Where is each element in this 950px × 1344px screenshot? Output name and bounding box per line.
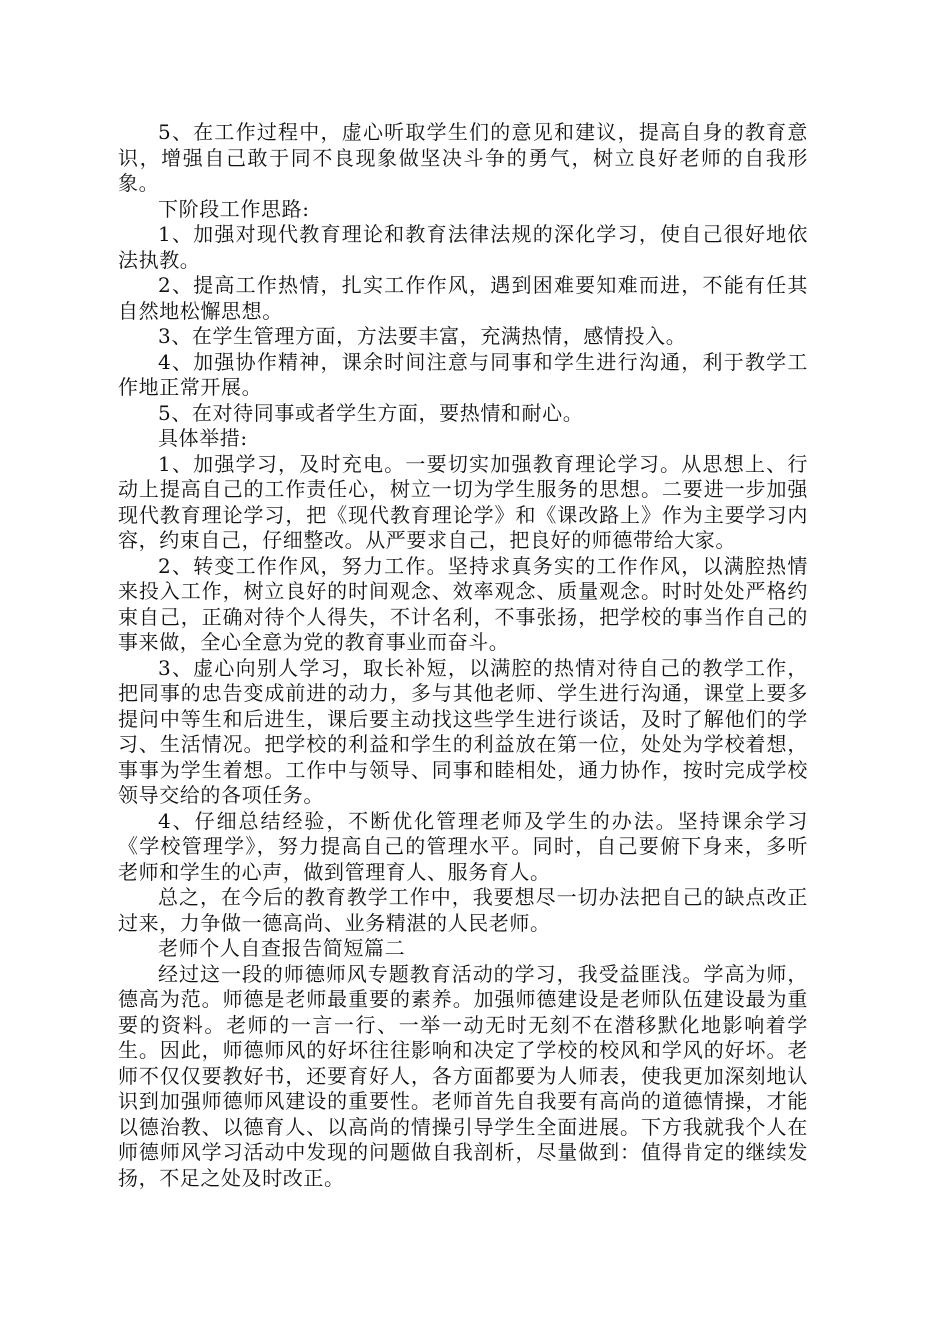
section-heading: 下阶段工作思路:	[158, 196, 310, 221]
paragraph: 4、加强协作精神，课余时间注意与同事和学生进行沟通，利于教学工作地正常开展。	[118, 349, 808, 399]
section-heading: 老师个人自查报告简短篇二	[158, 936, 406, 960]
paragraph: 5、在工作过程中，虚心听取学生们的意见和建议，提高自身的教育意识，增强自己敢于同不良现象做坚决斗争的勇气，树立良好老师的自我形象。	[118, 120, 808, 195]
paragraph: 2、转变工作作风，努力工作。坚持求真务实的工作作风，以满腔热情来投入工作，树立良好的时间观念、效率观念、质量观念。时时处处严格约束自己，正确对待个人得失，不计名利，不事张扬，把学校的事当作自己的事来做，全心全意为党的教育事业而奋斗。	[118, 553, 808, 654]
paragraph: 2、提高工作热情，扎实工作作风，遇到困难要知难而进，不能有任其自然地松懈思想。	[118, 273, 808, 323]
paragraph: 经过这一段的师德师风专题教育活动的学习，我受益匪浅。学高为师，德高为范。师德是老师最重要的素养。加强师德建设是老师队伍建设最为重要的资料。老师的一言一行、一举一动无时无刻不在潜移默化地影响着学生。因此，师德师风的好坏往往影响和决定了学校的校风和学风的好坏。老师不仅仅要教好书，还要育好人，各方面都要为人师表，使我更加深刻地认识到加强师德师风建设的重要性。老师首先自我要有高尚的道德情操，才能以德治教、以德育人、以高尚的情操引导学生全面进展。下方我就我个人在师德师风学习活动中发现的问题做自我剖析，尽量做到：值得肯定的继续发扬，不足之处及时改正。	[118, 961, 808, 1190]
section-heading: 具体举措:	[158, 426, 248, 450]
document-page	[118, 120, 808, 1191]
paragraph: 1、加强对现代教育理论和教育法律法规的深化学习，使自己很好地依法执教。	[118, 222, 808, 272]
paragraph: 4、仔细总结经验，不断优化管理老师及学生的办法。坚持课余学习《学校管理学》，努力提高自己的管理水平。同时，自己要俯下身来，多听老师和学生的心声，做到管理育人、服务育人。	[118, 808, 808, 884]
paragraph: 1、加强学习，及时充电。一要切实加强教育理论学习。从思想上、行动上提高自己的工作责任心，树立一切为学生服务的思想。二要进一步加强现代教育理论学习，把《现代教育理论学》和《课改路上》作为主要学习内容，约束自己，仔细整改。从严要求自己，把良好的师德带给大家。	[118, 451, 808, 552]
paragraph: 3、在学生管理方面，方法要丰富，充满热情，感情投入。	[158, 324, 687, 348]
paragraph: 3、虚心向别人学习，取长补短，以满腔的热情对待自己的教学工作，把同事的忠告变成前进的动力，多与其他老师、学生进行沟通，课堂上要多提问中等生和后进生，课后要主动找这些学生进行谈话，及时了解他们的学习、生活情况。把学校的利益和学生的利益放在第一位，处处为学校着想，事事为学生着想。工作中与领导、同事和睦相处，通力协作，按时完成学校领导交给的各项任务。	[118, 655, 808, 807]
paragraph: 总之，在今后的教育教学工作中，我要想尽一切办法把自己的缺点改正过来，力争做一德高尚、业务精湛的人民老师。	[118, 885, 808, 935]
paragraph: 5、在对待同事或者学生方面，要热情和耐心。	[158, 400, 584, 425]
